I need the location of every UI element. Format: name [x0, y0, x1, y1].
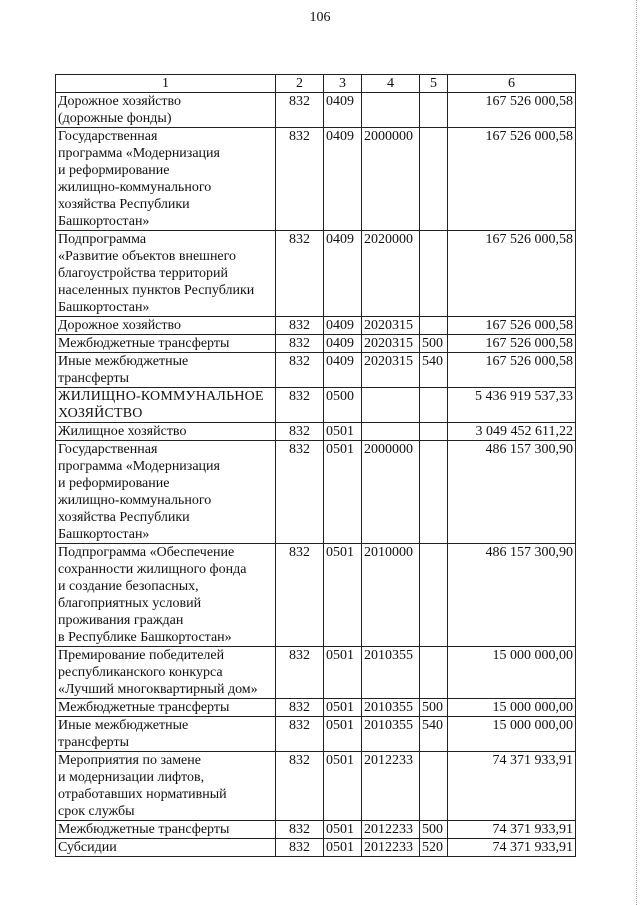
header-col-4: 4 — [362, 75, 420, 93]
amount-cell: 167 526 000,58 — [448, 93, 576, 128]
section-cell: 0409 — [324, 128, 362, 231]
type-cell — [420, 317, 448, 335]
amount-cell: 15 000 000,00 — [448, 699, 576, 717]
row-name: Межбюджетные трансферты — [56, 699, 276, 717]
section-cell: 0501 — [324, 423, 362, 441]
table-row — [56, 423, 576, 441]
table-row — [56, 93, 576, 128]
target-cell: 2000000 — [362, 441, 420, 544]
target-cell — [362, 423, 420, 441]
row-name: Подпрограмма «Обеспечение сохранности жилищного фонда и создание безопасных, благоприятных условий проживания граждан в Республике Башкортостан» — [56, 544, 276, 647]
code-cell: 832 — [276, 647, 324, 699]
section-cell: 0501 — [324, 717, 362, 752]
header-col-6: 6 — [448, 75, 576, 93]
table-row — [56, 231, 576, 317]
amount-cell: 167 526 000,58 — [448, 353, 576, 388]
section-cell: 0409 — [324, 353, 362, 388]
table-row — [56, 388, 576, 423]
row-name: Иные межбюджетные трансферты — [56, 353, 276, 388]
code-cell: 832 — [276, 717, 324, 752]
code-cell: 832 — [276, 128, 324, 231]
code-cell: 832 — [276, 317, 324, 335]
table-row — [56, 335, 576, 353]
table-row — [56, 441, 576, 544]
type-cell — [420, 423, 448, 441]
section-cell: 0409 — [324, 335, 362, 353]
target-cell: 2010355 — [362, 717, 420, 752]
type-cell: 520 — [420, 839, 448, 857]
type-cell: 500 — [420, 335, 448, 353]
code-cell: 832 — [276, 699, 324, 717]
code-cell: 832 — [276, 353, 324, 388]
code-cell: 832 — [276, 821, 324, 839]
amount-cell: 486 157 300,90 — [448, 441, 576, 544]
row-name: Субсидии — [56, 839, 276, 857]
code-cell: 832 — [276, 752, 324, 821]
section-cell: 0501 — [324, 647, 362, 699]
type-cell — [420, 93, 448, 128]
code-cell: 832 — [276, 839, 324, 857]
target-cell: 2012233 — [362, 752, 420, 821]
table-row — [56, 699, 576, 717]
table-row — [56, 752, 576, 821]
header-col-5: 5 — [420, 75, 448, 93]
amount-cell: 15 000 000,00 — [448, 647, 576, 699]
type-cell — [420, 647, 448, 699]
amount-cell: 167 526 000,58 — [448, 335, 576, 353]
target-cell: 2020315 — [362, 335, 420, 353]
code-cell: 832 — [276, 423, 324, 441]
table-row — [56, 317, 576, 335]
row-name: ЖИЛИЩНО-КОММУНАЛЬНОЕ ХОЗЯЙСТВО — [56, 388, 276, 423]
type-cell — [420, 544, 448, 647]
header-row — [56, 75, 576, 93]
target-cell: 2000000 — [362, 128, 420, 231]
type-cell — [420, 752, 448, 821]
row-name: Межбюджетные трансферты — [56, 335, 276, 353]
amount-cell: 74 371 933,91 — [448, 752, 576, 821]
table-row — [56, 544, 576, 647]
code-cell: 832 — [276, 388, 324, 423]
row-name: Мероприятия по замене и модернизации лифтов, отработавших нормативный срок службы — [56, 752, 276, 821]
section-cell: 0501 — [324, 821, 362, 839]
section-cell: 0500 — [324, 388, 362, 423]
type-cell: 500 — [420, 699, 448, 717]
row-name: Дорожное хозяйство (дорожные фонды) — [56, 93, 276, 128]
row-name: Дорожное хозяйство — [56, 317, 276, 335]
header-col-1: 1 — [56, 75, 276, 93]
section-cell: 0501 — [324, 839, 362, 857]
target-cell — [362, 388, 420, 423]
header-col-2: 2 — [276, 75, 324, 93]
amount-cell: 74 371 933,91 — [448, 821, 576, 839]
header-col-3: 3 — [324, 75, 362, 93]
target-cell: 2020000 — [362, 231, 420, 317]
row-name: Межбюджетные трансферты — [56, 821, 276, 839]
target-cell: 2012233 — [362, 821, 420, 839]
target-cell: 2010355 — [362, 647, 420, 699]
amount-cell: 74 371 933,91 — [448, 839, 576, 857]
table-row — [56, 717, 576, 752]
section-cell: 0409 — [324, 317, 362, 335]
section-cell: 0501 — [324, 544, 362, 647]
code-cell: 832 — [276, 441, 324, 544]
row-name: Подпрограмма «Развитие объектов внешнего благоустройства территорий населенных пунктов Республики Башкортостан» — [56, 231, 276, 317]
page-number: 106 — [309, 10, 331, 25]
amount-cell: 167 526 000,58 — [448, 128, 576, 231]
target-cell — [362, 93, 420, 128]
type-cell: 540 — [420, 717, 448, 752]
amount-cell: 3 049 452 611,22 — [448, 423, 576, 441]
amount-cell: 15 000 000,00 — [448, 717, 576, 752]
type-cell — [420, 388, 448, 423]
type-cell — [420, 441, 448, 544]
table-row — [56, 821, 576, 839]
amount-cell: 5 436 919 537,33 — [448, 388, 576, 423]
table-row — [56, 839, 576, 857]
row-name: Жилищное хозяйство — [56, 423, 276, 441]
section-cell: 0409 — [324, 231, 362, 317]
scan-edge-line — [636, 0, 637, 905]
type-cell: 500 — [420, 821, 448, 839]
section-cell: 0501 — [324, 752, 362, 821]
code-cell: 832 — [276, 93, 324, 128]
code-cell: 832 — [276, 231, 324, 317]
section-cell: 0409 — [324, 93, 362, 128]
row-name: Премирование победителей республиканского конкурса «Лучший многоквартирный дом» — [56, 647, 276, 699]
amount-cell: 167 526 000,58 — [448, 231, 576, 317]
amount-cell: 486 157 300,90 — [448, 544, 576, 647]
code-cell: 832 — [276, 544, 324, 647]
target-cell: 2020315 — [362, 353, 420, 388]
row-name: Государственная программа «Модернизация и реформирование жилищно-коммунального хозяйства Республики Башкортостан» — [56, 128, 276, 231]
budget-table — [55, 74, 576, 857]
section-cell: 0501 — [324, 441, 362, 544]
type-cell: 540 — [420, 353, 448, 388]
target-cell: 2020315 — [362, 317, 420, 335]
row-name: Государственная программа «Модернизация и реформирование жилищно-коммунального хозяйства Республики Башкортостан» — [56, 441, 276, 544]
row-name: Иные межбюджетные трансферты — [56, 717, 276, 752]
target-cell: 2012233 — [362, 839, 420, 857]
type-cell — [420, 128, 448, 231]
type-cell — [420, 231, 448, 317]
code-cell: 832 — [276, 335, 324, 353]
amount-cell: 167 526 000,58 — [448, 317, 576, 335]
target-cell: 2010355 — [362, 699, 420, 717]
target-cell: 2010000 — [362, 544, 420, 647]
table-row — [56, 647, 576, 699]
table-row — [56, 128, 576, 231]
table-row — [56, 353, 576, 388]
section-cell: 0501 — [324, 699, 362, 717]
